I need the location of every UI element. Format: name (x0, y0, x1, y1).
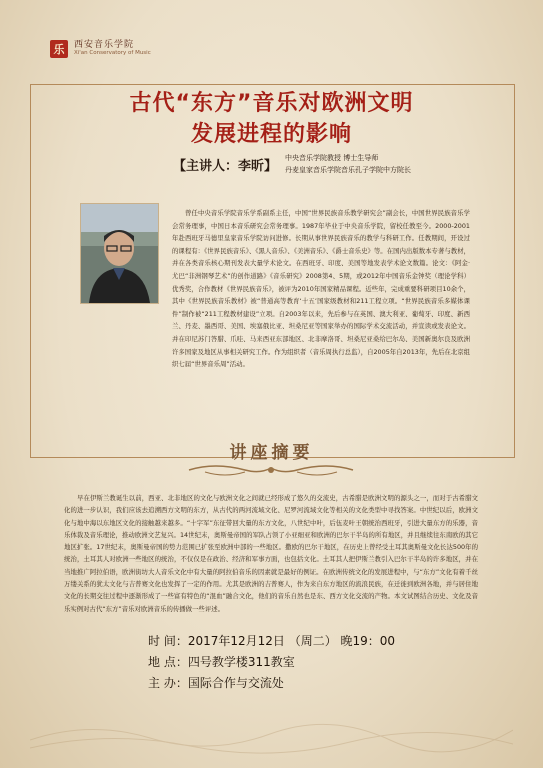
speaker-photo (80, 203, 159, 304)
speaker-bio: 曾任中央音乐学院音乐学系副系主任，中国“世界民族音乐教学研究会”副会长，中国世界民族音乐学会常务理事，中国日本音乐研究会常务理事。1987年毕业于中央音乐学院，留校任教至今。2000-2001年赴西班牙马德里皇家音乐学院访问进修。长期从事世界民族音乐的教学与科研工作。任教期间，开设过的课程有：《世界民族音乐》、《黑人音乐》、《美洲音乐》、《爵士音乐史》等。在国内出版数本专著与教材，并在各类音乐核心期刊发表大量学术论文。在西班牙、印度、美国等地发表学术论文数篇。论文：《阿金·尤巴“非洲钢琴艺术”的创作道路》《音乐研究》2008第4、5期，或2012年中国音乐金钟奖（理论学科）优秀奖，合作教材《世界民族音乐》，被评为2010年国家精品课程。近些年，完成重要科研项目10余个，其中《世界民族音乐教材》被“普通高等教育‘十五’国家级教材和211工程立项。“世界民族音乐多媒体课件”制作被“211工程教材建设”立项。自2003年以来，先后参与在英国、澳大利亚、葡萄牙、印度、新西兰、丹麦、墨西哥、美国、埃塞俄比亚、坦桑尼亚等国家举办的国际学术交流活动，并宣读或发表论文。并在印尼苏门答腊、爪哇、马来西亚东部地区、北非摩洛哥、坦桑尼亚桑给巴尔岛、美国新奥尔良及欧洲许多国家及地区从事相关研究工作。作为组织者（音乐周执行总监），自2005年自2013年，先后在北京组织七届“世界音乐周”活动。 (172, 209, 470, 369)
speaker-title-1: 中央音乐学院教授 博士生导师 (285, 154, 379, 162)
section-title: 讲座摘要 (229, 443, 314, 463)
speaker-title-2: 丹麦皇家音乐学院音乐孔子学院中方院长 (285, 166, 412, 174)
speaker-name: 【主讲人：李昕】 (173, 158, 278, 174)
abstract-text: 早在伊斯兰教诞生以前，西亚、北非地区的文化与欧洲文化之间就已经形成了悠久的交流史，古希腊是欧洲文明的源头之一，而对于古希腊文化的进一步认识，我们应该去追溯西方文明的东方，从古代的两河流域文化、尼罗河流域文化等相关的文化类型中寻找答案。中世纪以后，欧洲文化与地中海以东地区文化的接触越来越多。“十字军”东征带回大量的东方文化，八世纪中叶，后伍麦叶王朝统治西班牙，引进大量东方的乐器，音乐体裁及音乐理论，推动欧洲文艺复兴。14世纪末，奥斯曼帝国的军队占领了小亚细亚和欧洲的巴尔干半岛的所有地区，并且继续往东南欧的其它地区扩张。17世纪末，奥斯曼帝国的势力范围已扩张至欧洲中部的一些地区。撒欧的巴尔干地区，在历史上曾经受土耳其奥斯曼文化长达500年的统治，土耳其人对欧洲一些地区的统治，不仅仅是在政治、经济和军事方面，也包括文化。土耳其人把伊斯兰教引入巴尔干半岛的许多地区，并在当地推广阿拉伯语，欧洲街坊大人音乐文化中有大量的阿拉伯音乐的因素就是最好的例证。在欧洲传统文化的发展进程中，与“东方”文化有着千丝万缕关系的犹太文化与吉普赛文化也发挥了一定的作用。尤其是欧洲的吉普赛人，作为来自东方地区的流浪民族，在迁徙到欧洲各地，并与居住地文化的长期交往过程中逐渐形成了一些富有特色的“混血”融合文化，他们的音乐自然也是东、西方文化交流的产物。本文试图结合历史、文化及音乐实例对古代“东方”音乐对欧洲音乐的传播做一些评述。 (64, 494, 478, 613)
event-host: 主 办：国际合作与交流处 (148, 676, 284, 690)
lecture-title (0, 88, 543, 150)
event-place: 地 点：四号教学楼311教室 (148, 655, 295, 669)
logo-english-name: Xi'an Conservatory of Music (74, 49, 151, 56)
title-line-2: 发展进程的影响 (190, 122, 352, 147)
bottom-decoration (30, 700, 513, 755)
ornament-divider (185, 462, 357, 478)
speaker-block (173, 152, 411, 176)
logo-icon: 乐 (50, 40, 68, 58)
school-logo (50, 40, 151, 58)
event-time: 时 间：2017年12月12日 （周二） 晚19：00 (148, 634, 396, 648)
title-line-1: 古代“东方”音乐对欧洲文明 (129, 91, 414, 116)
logo-chinese-name: 西安音乐学院 (74, 40, 135, 51)
